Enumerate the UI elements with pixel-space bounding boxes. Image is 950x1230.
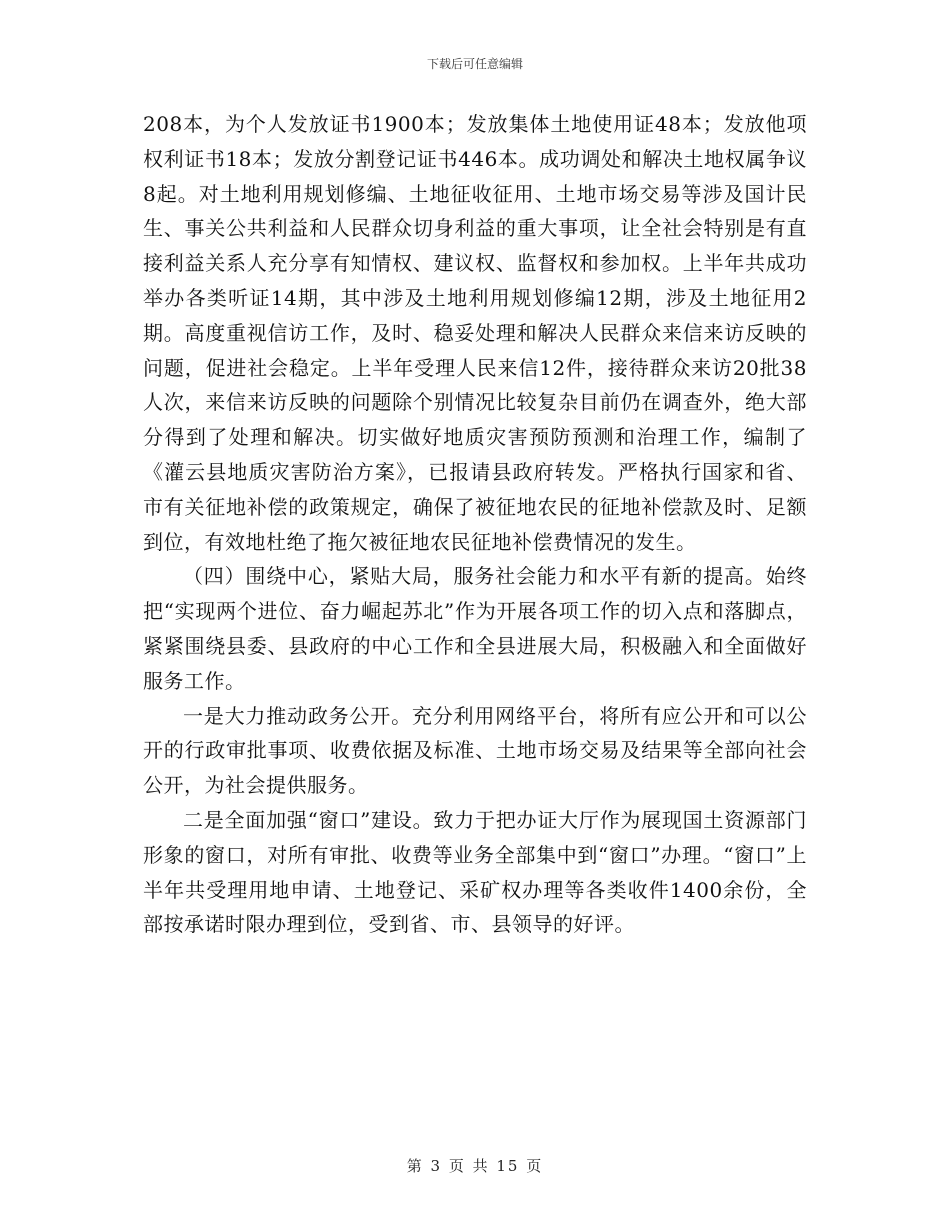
page-number: 第 3 页 共 15 页 [406, 1157, 544, 1175]
paragraph-service-center: （四）围绕中心，紧贴大局，服务社会能力和水平有新的提高。始终把“实现两个进位、奋力崛起苏北”作为开展各项工作的切入点和落脚点，紧紧围绕县委、县政府的中心工作和全县进展大局，积极融入和全面做好服务工作。 [143, 564, 807, 693]
paragraph-open-government: 一是大力推动政务公开。充分利用网络平台，将所有应公开和可以公开的行政审批事项、收费依据及标准、土地市场交易及结果等全部向社会公开，为社会提供服务。 [143, 703, 807, 798]
paragraph-window-building: 二是全面加强“窗口”建设。致力于把办证大厅作为展现国土资源部门形象的窗口，对所有审批、收费等业务全部集中到“窗口”办理。“窗口”上半年共受理用地申请、土地登记、采矿权办理等各类收件1400余份，全部按承诺时限办理到位，受到省、市、县领导的好评。 [143, 807, 807, 937]
document-body [143, 107, 807, 942]
page-header: 下载后可任意编辑 [426, 57, 523, 71]
paragraph-land-rights: 208本，为个人发放证书1900本；发放集体土地使用证48本；发放他项权利证书18本；发放分割登记证书446本。成功调处和解决土地权属争议8起。对土地利用规划修编、土地征收征用、土地市场交易等涉及国计民生、事关公共利益和人民群众切身利益的重大事项，让全社会特别是有直接利益关系人充分享有知情权、建议权、监督权和参加权。上半年共成功举办各类听证14期，其中涉及土地利用规划修编12期，涉及土地征用2期。高度重视信访工作，及时、稳妥处理和解决人民群众来信来访反映的问题，促进社会稳定。上半年受理人民来信12件，接待群众来访20批38人次，来信来访反映的问题除个别情况比较复杂目前仍在调查外，绝大部分得到了处理和解决。切实做好地质灾害预防预测和治理工作，编制了《灌云县地质灾害防治方案》，已报请县政府转发。严格执行国家和省、市有关征地补偿的政策规定，确保了被征地农民的征地补偿款及时、足额到位，有效地杜绝了拖欠被征地农民征地补偿费情况的发生。 [143, 112, 807, 554]
